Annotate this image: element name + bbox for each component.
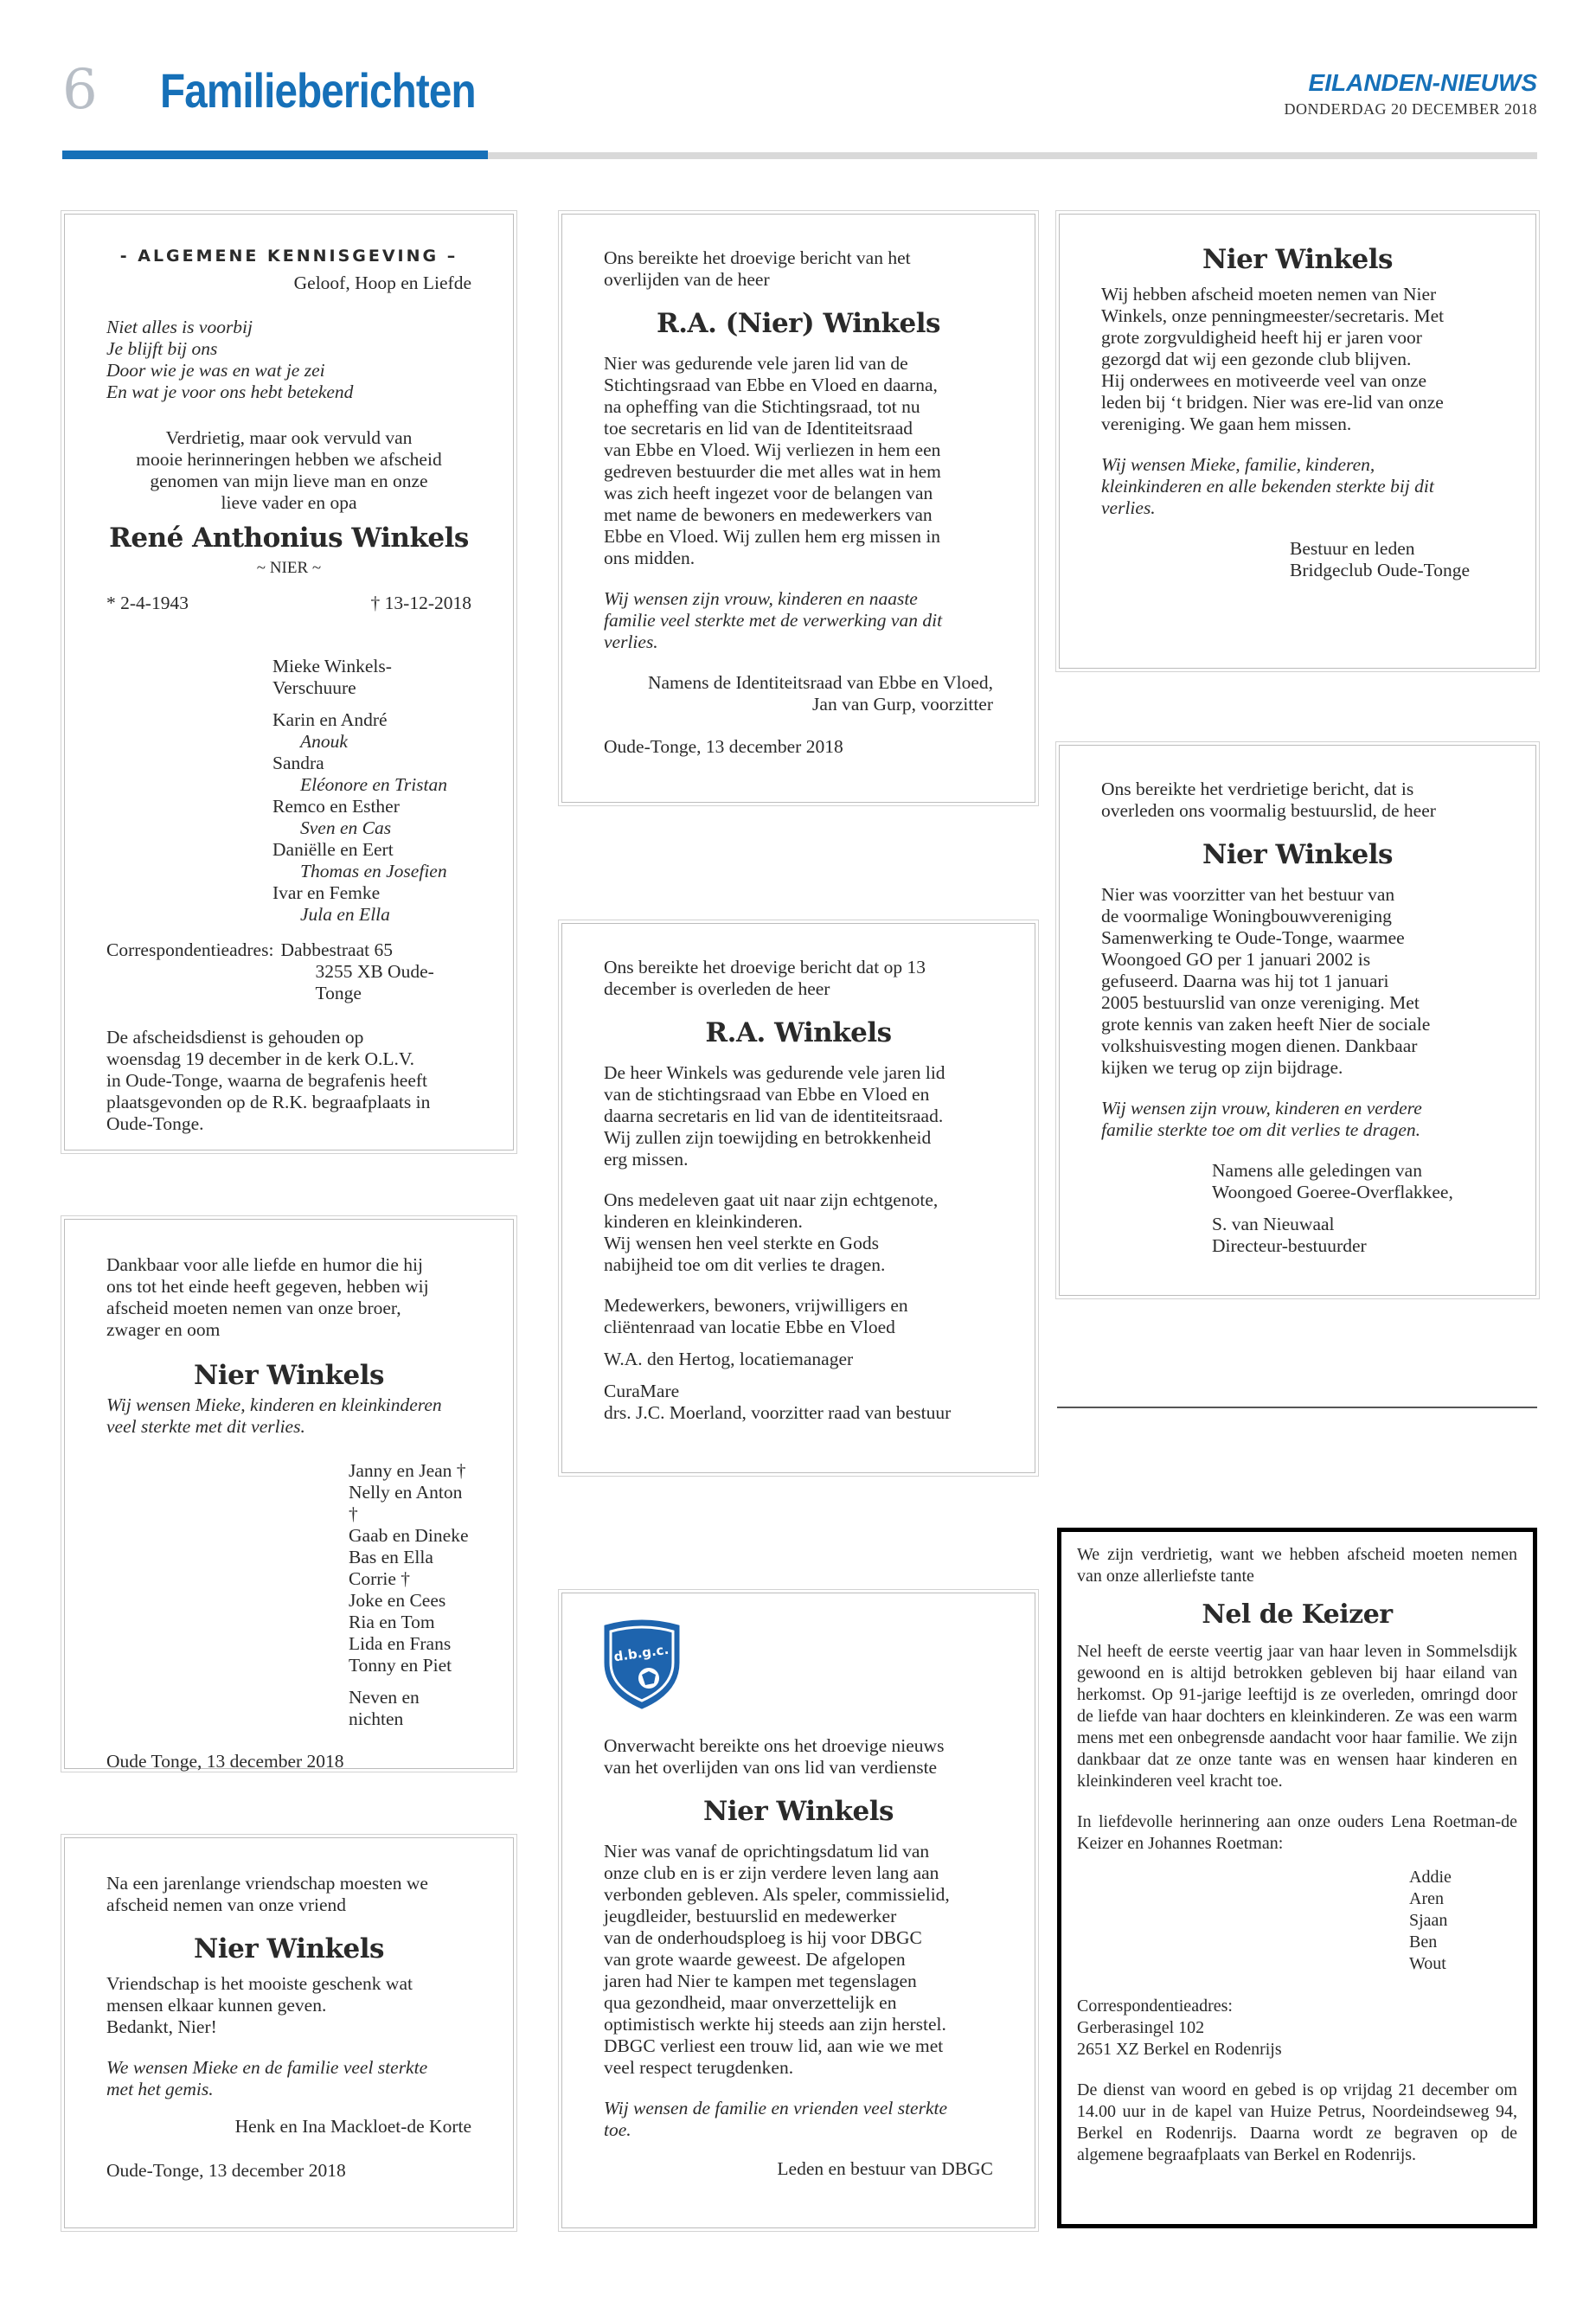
text-line: vereniging. We gaan hem missen. bbox=[1101, 413, 1352, 434]
intro-line: lieve vader en opa bbox=[221, 492, 357, 513]
place-date: Oude-Tonge, 13 december 2018 bbox=[106, 2160, 346, 2181]
signed: Leden en bestuur van DBGC bbox=[777, 2158, 993, 2179]
wish bbox=[1101, 454, 1494, 519]
intro-line: afscheid moeten nemen van onze broer, bbox=[106, 1298, 401, 1318]
correspondence-address bbox=[106, 939, 471, 1004]
dbgc-logo bbox=[599, 1618, 685, 1713]
text-line: daarna secretaris en lid van de identiteitsraad. bbox=[604, 1106, 944, 1126]
text-line: Nier was voorzitter van het bestuur van bbox=[1101, 884, 1395, 905]
intro-line: december is overleden de heer bbox=[604, 978, 830, 999]
director-line: Directeur-bestuurder bbox=[1212, 1235, 1367, 1256]
text-line: grote zorgvuldigheid heeft hij er jaren voor bbox=[1101, 327, 1422, 348]
family-member: Joke en Cees bbox=[349, 1590, 446, 1611]
notice-dbgc bbox=[561, 1593, 1035, 2228]
intro-line: Ons bereikte het droevige bericht dat op 13 bbox=[604, 957, 926, 977]
intro bbox=[106, 427, 471, 514]
text-line: mensen elkaar kunnen geven. bbox=[106, 1995, 327, 2016]
text-line: leden bij ‘t bridgen. Nier was ere-lid van onze bbox=[1101, 392, 1444, 413]
address-line: 3255 XB Oude-Tonge bbox=[315, 961, 434, 1003]
family-member: Aren bbox=[1409, 1889, 1444, 1908]
organisation: CuraMare bbox=[604, 1381, 680, 1401]
text-line: van Ebbe en Vloed. Wij verliezen in hem een bbox=[604, 439, 941, 460]
service-line: De afscheidsdienst is gehouden op bbox=[106, 1027, 364, 1048]
service-line: Oude-Tonge. bbox=[106, 1113, 204, 1134]
signed bbox=[604, 672, 993, 715]
intro-line: zwager en oom bbox=[106, 1319, 221, 1340]
family-member: Sandra bbox=[272, 753, 324, 773]
signed-line: Woongoed Goeree-Overflakkee, bbox=[1212, 1182, 1453, 1202]
text bbox=[604, 353, 993, 569]
service-line: woensdag 19 december in de kerk O.L.V. bbox=[106, 1048, 415, 1069]
intro-line: ons tot het einde heeft gegeven, hebben wij bbox=[106, 1276, 429, 1297]
intro bbox=[106, 1254, 471, 1341]
wish bbox=[604, 2098, 993, 2141]
life-dates bbox=[106, 593, 471, 614]
intro-line: overlijden van de heer bbox=[604, 269, 770, 290]
signed-line: Namens de Identiteitsraad van Ebbe en Vloed, bbox=[647, 672, 993, 693]
intro-line: Onverwacht bereikte ons het droevige nieuws bbox=[604, 1735, 945, 1756]
text-line: kijken we terug op zijn bijdrage. bbox=[1101, 1057, 1343, 1078]
text-line: 2005 bestuurslid van onze vereniging. Met bbox=[1101, 992, 1420, 1013]
wish-line: toe. bbox=[604, 2119, 631, 2140]
text-line: van grote waarde geweest. De afgelopen bbox=[604, 1949, 906, 1970]
intro: We zijn verdrietig, want we hebben afscheid moeten nemen van onze allerliefste tante bbox=[1077, 1545, 1517, 1586]
text-line: Bedankt, Nier! bbox=[106, 2016, 217, 2037]
birth-date: * 2-4-1943 bbox=[106, 593, 189, 613]
chair: drs. J.C. Moerland, voorzitter raad van bestuur bbox=[604, 1402, 952, 1423]
intro-line: overleden ons voormalig bestuurslid, de heer bbox=[1101, 800, 1436, 821]
motto: Geloof, Hoop en Liefde bbox=[293, 272, 471, 293]
text-line: qua gezondheid, maar onverzettelijk en bbox=[604, 1992, 897, 2013]
deceased-name: R.A. Winkels bbox=[705, 1017, 892, 1048]
notice-bridgeclub bbox=[1059, 214, 1536, 669]
text bbox=[604, 1062, 993, 1170]
header-rule-accent bbox=[62, 151, 488, 159]
grandchildren: Jula en Ella bbox=[300, 904, 390, 925]
address-line: 2651 XZ Berkel en Rodenrijs bbox=[1077, 2040, 1282, 2059]
signed-line: Jan van Gurp, voorzitter bbox=[812, 694, 993, 715]
intro-line: Dankbaar voor alle liefde en humor die hij bbox=[106, 1254, 423, 1275]
wish-line: verlies. bbox=[604, 631, 658, 652]
poem bbox=[106, 317, 471, 403]
address-line: Correspondentieadres: bbox=[1077, 1997, 1233, 2016]
intro bbox=[604, 247, 993, 291]
intro-line: van het overlijden van ons lid van verdienste bbox=[604, 1757, 938, 1778]
family-member: Janny en Jean † bbox=[349, 1460, 466, 1481]
wish-line: familie veel sterkte met de verwerking van dit bbox=[604, 610, 943, 631]
wish-line: Wij wensen zijn vrouw, kinderen en verdere bbox=[1101, 1098, 1422, 1118]
deceased-name: Nier Winkels bbox=[194, 1360, 384, 1391]
spouse: Mieke Winkels-Verschuure bbox=[272, 656, 392, 698]
issue-date: DONDERDAG 20 DECEMBER 2018 bbox=[1284, 100, 1537, 118]
family-member: Sjaan bbox=[1409, 1911, 1448, 1930]
text-line: De heer Winkels was gedurende vele jaren lid bbox=[604, 1062, 945, 1083]
text-line: nabijheid toe om dit verlies te dragen. bbox=[604, 1254, 886, 1275]
wish-line: Wij wensen de familie en vrienden veel sterkte bbox=[604, 2098, 948, 2118]
text: Nel heeft de eerste veertig jaar van haar leven in Sommelsdijk gewoond en is altijd betrokken gebleven bij haar eiland van herkomst. Op 91-jarige leeftijd is ze overleden, omringd door de liefde van haar dochters en kleinkinderen. Ze was een warm mens met een onbegrensde aandacht voor haar familie. We zijn dankbaar dat ze onze tante was en wensen haar kinderen en kleinkinderen veel kracht toe. bbox=[1077, 1642, 1517, 1791]
family-member: Ria en Tom bbox=[349, 1612, 435, 1632]
section-title: Familieberichten bbox=[160, 63, 476, 118]
notice-woongoed bbox=[1059, 745, 1536, 1296]
signed bbox=[1101, 1160, 1494, 1203]
text-line: Woongoed GO per 1 januari 2002 is bbox=[1101, 949, 1371, 970]
text-line: veel respect terugdenken. bbox=[604, 2057, 794, 2078]
signed-line: Bridgeclub Oude-Tonge bbox=[1290, 560, 1471, 580]
service-info: De dienst van woord en gebed is op vrijdag 21 december om 14.00 uur in de kapel van Huize Petrus, Noordeindseweg 94, Berkel en Rodenrijs. Daarna wordt ze begraven op de algemene begraafplaats van Berkel en Rodenrijs. bbox=[1077, 2080, 1517, 2164]
notice-algemene-kennisgeving bbox=[64, 214, 514, 1150]
wish bbox=[106, 1394, 471, 1438]
family-member: Bas en Ella bbox=[349, 1547, 433, 1567]
wish-line: kleinkinderen en alle bekenden sterkte bij dit bbox=[1101, 476, 1434, 497]
service-info bbox=[106, 1027, 471, 1135]
text-line: Samenwerking te Oude-Tonge, waarmee bbox=[1101, 927, 1405, 948]
notice-nel-de-keizer bbox=[1057, 1528, 1537, 2228]
text-line: gezorgd dat wij een gezonde club blijven. bbox=[1101, 349, 1412, 369]
text-line: kinderen en kleinkinderen. bbox=[604, 1211, 803, 1232]
condolence bbox=[604, 1189, 993, 1276]
newspaper-name: EILANDEN-NIEUWS bbox=[1308, 69, 1537, 96]
wish-line: verlies. bbox=[1101, 497, 1156, 518]
wish-line: familie sterkte toe om dit verlies te dragen. bbox=[1101, 1119, 1420, 1140]
deceased-name: René Anthonius Winkels bbox=[109, 522, 469, 554]
wish-line: met het gemis. bbox=[106, 2079, 214, 2099]
text-line: van de onderhoudsploeg is hij voor DBGC bbox=[604, 1927, 922, 1948]
signed bbox=[604, 1295, 993, 1338]
poem-line: En wat je voor ons hebt betekend bbox=[106, 381, 354, 402]
signed-line: cliëntenraad van locatie Ebbe en Vloed bbox=[604, 1317, 895, 1337]
address-line: Gerberasingel 102 bbox=[1077, 2018, 1205, 2037]
notice-friends bbox=[64, 1837, 514, 2228]
intro-line: Na een jarenlange vriendschap moesten we bbox=[106, 1873, 428, 1894]
intro-line: mooie herinneringen hebben we afscheid bbox=[136, 449, 442, 470]
text-line: Winkels, onze penningmeester/secretaris. Met bbox=[1101, 305, 1445, 326]
cousins: Neven en nichten bbox=[349, 1687, 420, 1729]
text-line: na opheffing van die Stichtingsraad, tot nu bbox=[604, 396, 920, 417]
text-line: onze club en is er zijn verdere leven lang aan bbox=[604, 1862, 939, 1883]
service-line: in Oude-Tonge, waarna de begrafenis heeft bbox=[106, 1070, 427, 1091]
death-date: † 13-12-2018 bbox=[370, 593, 471, 613]
notice-heading: - ALGEMENE KENNISGEVING – bbox=[119, 247, 458, 266]
text-line: Vriendschap is het mooiste geschenk wat bbox=[106, 1973, 413, 1994]
signed-line: Bestuur en leden bbox=[1290, 538, 1415, 559]
wish-line: Wij wensen zijn vrouw, kinderen en naaste bbox=[604, 588, 918, 609]
intro-line: Verdrietig, maar ook vervuld van bbox=[165, 427, 413, 448]
family-member: Remco en Esther bbox=[272, 796, 400, 817]
text-line: jaren had Nier te kampen met tegenslagen bbox=[604, 1971, 917, 1991]
text-line: optimistisch werkte hij steeds aan zijn herstel. bbox=[604, 2014, 946, 2035]
family-member: Karin en André bbox=[272, 709, 388, 730]
text-line: toe secretaris en lid van de Identiteitsraad bbox=[604, 418, 913, 439]
wish bbox=[604, 588, 993, 653]
text-line: Wij wensen hen veel sterkte en Gods bbox=[604, 1233, 879, 1253]
intro bbox=[604, 1735, 993, 1779]
poem-line: Je blijft bij ons bbox=[106, 338, 218, 359]
family-member: Nelly en Anton † bbox=[349, 1482, 463, 1524]
grandchildren: Anouk bbox=[300, 731, 348, 752]
text-line: Ons medeleven gaat uit naar zijn echtgenote, bbox=[604, 1189, 939, 1210]
poem-line: Door wie je was en wat je zei bbox=[106, 360, 325, 381]
page-number: 6 bbox=[62, 58, 98, 122]
deceased-name: Nel de Keizer bbox=[1202, 1599, 1393, 1630]
wish-line: Wij wensen Mieke, familie, kinderen, bbox=[1101, 454, 1375, 475]
family-member: Ivar en Femke bbox=[272, 882, 381, 903]
family-member: Lida en Frans bbox=[349, 1633, 452, 1654]
text-line: gefuseerd. Daarna was hij tot 1 januari bbox=[1101, 971, 1389, 991]
text-line: DBGC verliest een trouw lid, aan wie we met bbox=[604, 2035, 944, 2056]
intro bbox=[1101, 779, 1494, 822]
text-line: gedreven bestuurder die met alles wat in hem bbox=[604, 461, 941, 482]
manager: W.A. den Hertog, locatiemanager bbox=[604, 1349, 854, 1369]
intro-line: afscheid nemen van onze vriend bbox=[106, 1894, 346, 1915]
header-rule bbox=[488, 152, 1537, 159]
place-date: Oude Tonge, 13 december 2018 bbox=[106, 1751, 344, 1772]
place-date: Oude-Tonge, 13 december 2018 bbox=[604, 736, 843, 757]
text-line: jeugdleider, bestuurslid en medewerker bbox=[604, 1906, 897, 1926]
signed-line: Namens alle geledingen van bbox=[1212, 1160, 1422, 1181]
text bbox=[1101, 284, 1494, 435]
deceased-name: Nier Winkels bbox=[703, 1796, 894, 1827]
notice-ebbe-en-vloed bbox=[561, 923, 1035, 1473]
wish-line: veel sterkte met dit verlies. bbox=[106, 1416, 305, 1437]
text bbox=[604, 1841, 993, 2079]
intro-line: Ons bereikte het droevige bericht van het bbox=[604, 247, 911, 268]
text-line: erg missen. bbox=[604, 1149, 689, 1170]
family-member: Wout bbox=[1409, 1954, 1446, 1973]
column-divider bbox=[1057, 1407, 1537, 1408]
wish bbox=[1101, 1098, 1494, 1141]
family-member: Gaab en Dineke bbox=[349, 1525, 469, 1546]
text-line: met name de bewoners en medewerkers van bbox=[604, 504, 933, 525]
correspondence-address bbox=[1077, 1996, 1517, 2061]
deceased-name: Nier Winkels bbox=[1202, 839, 1393, 870]
notice-identiteitsraad bbox=[561, 214, 1035, 803]
text-line: Stichtingsraad van Ebbe en Vloed en daarna, bbox=[604, 375, 938, 395]
deceased-name: Nier Winkels bbox=[1202, 244, 1393, 275]
intro bbox=[106, 1873, 471, 1916]
director bbox=[1101, 1214, 1494, 1257]
text-line: ons midden. bbox=[604, 548, 695, 568]
grandchildren: Sven en Cas bbox=[300, 817, 392, 838]
text bbox=[106, 1973, 471, 2038]
wish-line: We wensen Mieke en de familie veel sterkte bbox=[106, 2057, 428, 2078]
signed-line: Medewerkers, bewoners, vrijwilligers en bbox=[604, 1295, 908, 1316]
text bbox=[1101, 884, 1494, 1079]
family-list bbox=[106, 656, 471, 926]
signed: Henk en Ina Mackloet-de Korte bbox=[234, 2116, 471, 2137]
memory: In liefdevolle herinnering aan onze ouders Lena Roetman-de Keizer en Johannes Roetman: bbox=[1077, 1812, 1517, 1853]
text-line: was zich heeft ingezet voor de belangen van bbox=[604, 483, 933, 503]
family-member: Daniëlle en Eert bbox=[272, 839, 394, 860]
wish bbox=[106, 2057, 471, 2100]
family-member: Addie bbox=[1409, 1868, 1452, 1887]
intro-line: genomen van mijn lieve man en onze bbox=[150, 471, 428, 491]
notice-family-winkels bbox=[64, 1219, 514, 1772]
intro bbox=[604, 957, 993, 1000]
text-line: van de stichtingsraad van Ebbe en Vloed en bbox=[604, 1084, 930, 1105]
text-line: grote kennis van zaken heeft Nier de sociale bbox=[1101, 1014, 1431, 1035]
text-line: Nier was gedurende vele jaren lid van de bbox=[604, 353, 908, 374]
service-line: plaatsgevonden op de R.K. begraafplaats in bbox=[106, 1092, 431, 1112]
director-line: S. van Nieuwaal bbox=[1212, 1214, 1335, 1234]
family-list bbox=[1077, 1867, 1517, 1975]
deceased-name: R.A. (Nier) Winkels bbox=[656, 308, 940, 339]
text-line: Wij hebben afscheid moeten nemen van Nier bbox=[1101, 284, 1437, 304]
family-member: Ben bbox=[1409, 1932, 1438, 1952]
wish-line: Wij wensen Mieke, kinderen en kleinkinderen bbox=[106, 1394, 442, 1415]
text-line: Hij onderwees en motiveerde veel van onze bbox=[1101, 370, 1427, 391]
poem-line: Niet alles is voorbij bbox=[106, 317, 253, 337]
family-list bbox=[106, 1460, 471, 1730]
text-line: de voormalige Woningbouwvereniging bbox=[1101, 906, 1392, 926]
grandchildren: Thomas en Josefien bbox=[300, 861, 447, 881]
address-line: Dabbestraat 65 bbox=[280, 939, 393, 960]
signed bbox=[1101, 538, 1494, 581]
intro-line: Ons bereikte het verdrietige bericht, dat is bbox=[1101, 779, 1414, 799]
family-member: Corrie † bbox=[349, 1568, 411, 1589]
grandchildren: Eléonore en Tristan bbox=[300, 774, 448, 795]
nickname: ~ NIER ~ bbox=[256, 559, 322, 577]
logo-text: d.b.g.c. bbox=[612, 1641, 670, 1665]
deceased-name: Nier Winkels bbox=[194, 1933, 384, 1965]
address-label: Correspondentieadres: bbox=[106, 939, 274, 960]
text-line: Wij zullen zijn toewijding en betrokkenheid bbox=[604, 1127, 932, 1148]
text-line: Ebbe en Vloed. Wij zullen hem erg missen in bbox=[604, 526, 941, 547]
family-member: Tonny en Piet bbox=[349, 1655, 452, 1676]
text-line: verbonden gebleven. Als speler, commissielid, bbox=[604, 1884, 950, 1905]
text-line: volkshuisvesting mogen dienen. Dankbaar bbox=[1101, 1035, 1418, 1056]
text-line: Nier was vanaf de oprichtingsdatum lid van bbox=[604, 1841, 930, 1862]
